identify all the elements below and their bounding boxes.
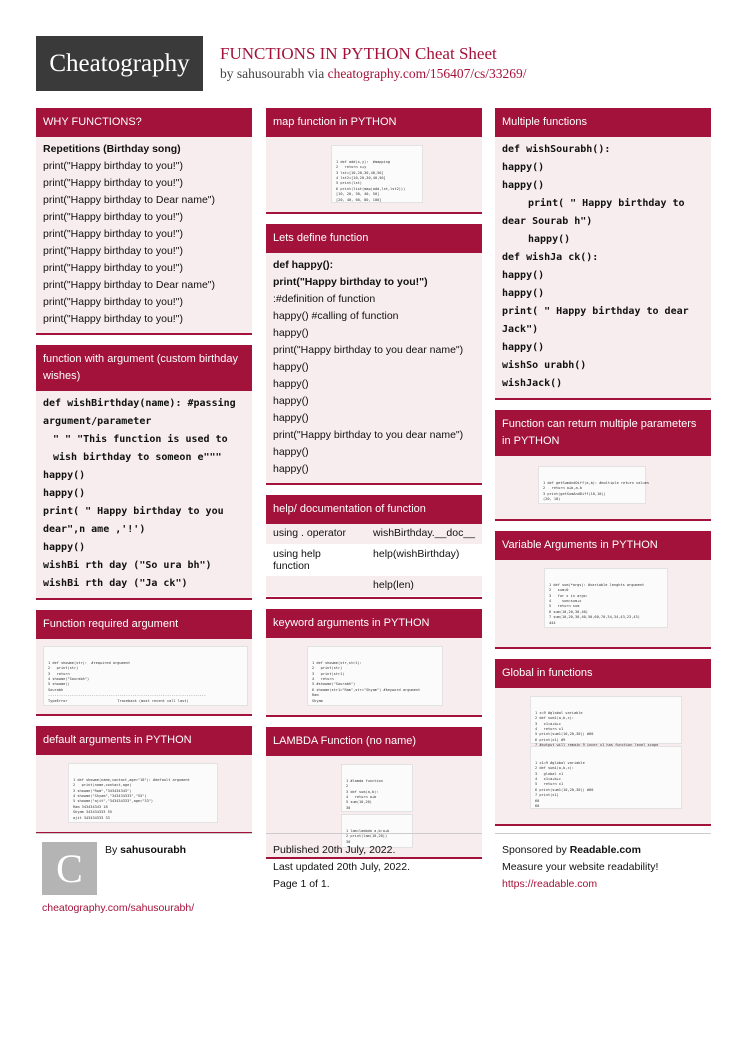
- code-line: 6 print(list(map(add,lst,lst2))): [336, 186, 406, 191]
- card-global-functions: [495, 659, 711, 826]
- code-line: 5 showme("ajit","343434333",age="33"): [73, 799, 154, 804]
- card-title: keyword arguments in PYTHON: [266, 609, 482, 638]
- code-line: 6 sum(10,20,30,40): [549, 609, 588, 614]
- code-line: TypeError Traceback (most recent call last): [48, 698, 189, 703]
- code-screenshot: [530, 746, 682, 809]
- code-line: 2 print(str): [48, 666, 79, 671]
- code-line: 4 sum=sum+x: [549, 599, 582, 604]
- column-3: [495, 108, 711, 836]
- code-line: print( " Happy birthday to you dear",n ame ,'!'): [43, 506, 224, 535]
- code-line: Ram: [312, 693, 319, 698]
- column-2: [266, 108, 482, 869]
- code-line: 1 #lamda function: [346, 778, 383, 783]
- code-line: 3 for x in args:: [549, 593, 588, 598]
- page-title: FUNCTIONS IN PYTHON Cheat Sheet: [220, 44, 497, 63]
- code-line: 444: [549, 620, 556, 625]
- code-line: 1 def showme(str): #required argument: [48, 660, 131, 665]
- card-body: [36, 137, 252, 333]
- card-body: [266, 137, 482, 212]
- card-title: function with argument (custom birthday wishes): [36, 345, 252, 391]
- card-title: help/ documentation of function: [266, 495, 482, 524]
- code-screenshot: [341, 764, 413, 812]
- card-body: [36, 639, 252, 714]
- code-line: 2 return a+b,a-b: [543, 486, 582, 491]
- code-line: 5 #showme("Sourabh"): [312, 682, 356, 687]
- code-line: 1 def sum(*args): #variable lenghts argument: [549, 582, 645, 587]
- code-line: 4 return x1: [535, 727, 564, 732]
- column-1: [36, 108, 252, 844]
- code-line: 3 lst=[10,20,30,40,50]: [336, 170, 384, 175]
- text-line: print("Happy birthday to you!"): [273, 276, 428, 288]
- code-line: 4 return: [312, 677, 334, 682]
- card-body: [495, 688, 711, 824]
- card-default-arguments: [36, 726, 252, 834]
- text-line: print("Happy birthday to you!"): [43, 245, 183, 257]
- card-title: default arguments in PYTHON: [36, 726, 252, 755]
- text-line: :#definition of function: [273, 293, 376, 305]
- code-screenshot: [544, 568, 668, 628]
- code-line: 3 global x1: [535, 771, 564, 776]
- code-line: 2: [346, 784, 349, 789]
- code-line: wishBi rth day ("Ja ck"): [43, 578, 188, 589]
- table-cell: [266, 576, 366, 597]
- code-line: " " "This function is used to wish birthday to someon e""": [53, 434, 228, 463]
- card-define-function: [266, 224, 482, 485]
- card-title: WHY FUNCTIONS?: [36, 108, 252, 137]
- author-name[interactable]: sahusourabh: [120, 844, 187, 856]
- footer-divider: [495, 833, 711, 834]
- code-line: 1 def add(x,y): #mapping: [336, 159, 391, 164]
- text-line: print("Happy birthday to you dear name"): [273, 344, 464, 356]
- code-line: 4 return a+b: [346, 795, 377, 800]
- text-line: def happy():: [273, 259, 334, 271]
- code-screenshot: [68, 763, 218, 823]
- page-byline: [220, 66, 527, 82]
- code-line: 2 print(lam(10,20)): [346, 834, 388, 839]
- code-line: print( " Happy birthday to dear Sourab h"): [502, 198, 685, 227]
- code-line: 5 sum(10,20): [346, 800, 372, 805]
- text-line: happy(): [273, 412, 309, 424]
- card-function-with-argument: [36, 345, 252, 600]
- page-number: Page 1 of 1.: [273, 878, 330, 890]
- code-line: 4 showme("Sourabh"): [48, 677, 90, 682]
- card-title: Variable Arguments in PYTHON: [495, 531, 711, 560]
- card-return-multiple: [495, 410, 711, 521]
- card-variable-arguments: [495, 531, 711, 649]
- card-body: [36, 755, 252, 832]
- sponsor-tagline: Measure your website readability!: [502, 861, 659, 873]
- card-body: [266, 638, 482, 715]
- code-line: 4 showme("Shyam","343434333","55"): [73, 794, 147, 799]
- card-title: Multiple functions: [495, 108, 711, 137]
- code-line: print( " Happy birthday to dear Jack"): [502, 306, 689, 335]
- code-line: happy(): [43, 488, 86, 499]
- code-line: 3 showme("Ram","343434343"): [73, 788, 132, 793]
- code-line: happy(): [43, 542, 86, 553]
- byline-text: by sahusourabh via: [220, 66, 328, 81]
- card-title: LAMBDA Function (no name): [266, 727, 482, 756]
- cheatography-logo[interactable]: Cheatography: [36, 36, 203, 91]
- author-profile-link[interactable]: cheatography.com/sahusourabh/: [42, 902, 195, 914]
- text-line: happy(): [273, 446, 309, 458]
- table-cell: using help function: [266, 545, 366, 576]
- code-line: happy(): [502, 162, 545, 173]
- code-line: 1 lam=lambda a,b:a+b: [346, 828, 390, 833]
- text-line: happy(): [273, 327, 309, 339]
- code-line: Shyam: [312, 698, 323, 703]
- code-line: 7 #output will remain 9 inner x1 has function level scope: [535, 743, 659, 748]
- code-line: ajit 343434333 33: [73, 815, 110, 820]
- card-body: [266, 253, 482, 483]
- code-line: 7 print(x1): [535, 793, 559, 798]
- code-line: 2 sum=0: [549, 588, 569, 593]
- code-line: Shyam 343434333 55: [73, 810, 112, 815]
- author-line: [105, 842, 186, 859]
- card-lambda-function: [266, 727, 482, 859]
- code-line: 6 print(x1) #9: [535, 737, 566, 742]
- code-line: (20, 10): [543, 497, 561, 502]
- code-line: 60: [535, 798, 540, 803]
- code-line: 3 return: [48, 671, 70, 676]
- code-line: happy(): [528, 234, 571, 245]
- code-line: 1 def getSumAndDiff(a,b): #multiple return values: [543, 480, 650, 485]
- code-line: happy(): [502, 288, 545, 299]
- code-line: wishSo urabh(): [502, 360, 587, 371]
- code-line: 2 def sum1(a,b,c):: [535, 716, 574, 721]
- card-body: [495, 137, 711, 398]
- table-cell: help(wishBirthday): [366, 545, 482, 576]
- code-line: [10, 20, 30, 40, 50]: [336, 192, 380, 197]
- text-line: happy(): [273, 395, 309, 407]
- code-screenshot: [307, 646, 443, 706]
- code-line: 3 x1=a+b+c: [535, 721, 561, 726]
- sponsor-link[interactable]: https://readable.com: [502, 878, 598, 890]
- table-cell: help(len): [366, 576, 482, 597]
- code-screenshot: [530, 696, 682, 748]
- code-line: wishJack(): [502, 378, 563, 389]
- card-body: [495, 560, 711, 647]
- sponsor-line: [502, 842, 641, 859]
- table-cell: wishBirthday.__doc__: [366, 524, 482, 545]
- code-line: happy(): [43, 470, 86, 481]
- card-keyword-arguments: [266, 609, 482, 717]
- code-screenshot: [538, 466, 650, 504]
- card-function-required-argument: [36, 610, 252, 716]
- author-label: By: [105, 844, 121, 856]
- code-line: 60: [535, 804, 540, 809]
- card-title: Function can return multiple parameters in PYTHON: [495, 410, 711, 456]
- card-multiple-functions: [495, 108, 711, 400]
- card-map-function: [266, 108, 482, 214]
- code-line: 1 x1=9 #global variable: [535, 760, 585, 765]
- text-line: print("Happy birthday to you!"): [43, 228, 183, 240]
- card-title: Lets define function: [266, 224, 482, 253]
- card-title: Global in functions: [495, 659, 711, 688]
- code-line: 5 return sum: [549, 604, 580, 609]
- code-line: 5 print(lst): [336, 181, 362, 186]
- card-title: map function in PYTHON: [266, 108, 482, 137]
- text-line: happy(): [273, 378, 309, 390]
- code-line: Sourabh: [48, 687, 64, 692]
- sheet-url-link[interactable]: cheatography.com/156407/cs/33269/: [327, 66, 527, 81]
- code-line: 3 print(getSumAndDiff(10,10)): [543, 491, 606, 496]
- code-line: 2 return x+y: [336, 165, 367, 170]
- text-line: Repetitions (Birthday song): [43, 143, 181, 155]
- code-line: happy(): [502, 180, 545, 191]
- text-line: print("Happy birthday to you!"): [43, 313, 183, 325]
- code-line: 5 print(sum1(10,20,30)) #60: [535, 732, 594, 737]
- table-cell: using . operator: [266, 524, 366, 545]
- author-avatar[interactable]: C: [42, 842, 97, 895]
- code-line: 3 print(str1): [312, 671, 345, 676]
- card-help-documentation: [266, 495, 482, 599]
- code-line: 6 print(sum1(10,20,30)) #60: [535, 787, 594, 792]
- table-row: [266, 576, 482, 597]
- code-screenshot: [43, 646, 248, 706]
- code-line: 2 def sum1(a,b,c):: [535, 766, 574, 771]
- card-body: [495, 456, 711, 519]
- code-line: 1 def showme(name,contact,age="18"): #default argument: [73, 777, 190, 782]
- card-why-functions: [36, 108, 252, 335]
- code-line: 4 x1=a+b+c: [535, 777, 561, 782]
- help-table: [266, 524, 482, 597]
- code-line: happy(): [502, 270, 545, 281]
- code-line: 3 def sum(a,b):: [346, 789, 379, 794]
- code-line: 4 lst2=[10,20,30,40,50]: [336, 176, 386, 181]
- code-line: 2 print(str): [312, 666, 343, 671]
- code-line: 5 return x1: [535, 782, 564, 787]
- code-line: Ram 343434343 18: [73, 804, 108, 809]
- text-line: print("Happy birthday to you!"): [43, 160, 183, 172]
- table-row: [266, 545, 482, 576]
- code-line: 30: [346, 805, 351, 810]
- text-line: print("Happy birthday to you!"): [43, 262, 183, 274]
- footer-divider: [36, 833, 252, 834]
- code-line: -------------------------------------------------------------------------: [48, 693, 206, 698]
- published-date: Published 20th July, 2022.: [273, 844, 396, 856]
- code-screenshot: [331, 145, 423, 203]
- text-line: happy(): [273, 463, 309, 475]
- code-line: wishBi rth day ("So ura bh"): [43, 560, 212, 571]
- code-line: 1 def showme(str,str1):: [312, 660, 362, 665]
- updated-date: Last updated 20th July, 2022.: [273, 861, 410, 873]
- code-line: 6 showme(str1="Ram",str="Shyam") #keyword argument: [312, 687, 421, 692]
- code-line: 7 sum(10,20,30,40,50,60,70,34,34,43,23,43): [549, 615, 640, 620]
- code-line: [20, 40, 60, 80, 100]: [336, 197, 382, 202]
- text-line: print("Happy birthday to you dear name"): [273, 429, 464, 441]
- text-line: print("Happy birthday to you!"): [43, 177, 183, 189]
- code-line: def wishJa ck():: [502, 252, 599, 263]
- text-line: print("Happy birthday to you!"): [43, 211, 183, 223]
- code-line: def wishSourabh():: [502, 144, 611, 155]
- code-line: def wishBirthday(name): #passing argument/parameter: [43, 398, 236, 427]
- code-line: 5 showme(): [48, 682, 70, 687]
- text-line: happy() #calling of function: [273, 310, 399, 322]
- code-line: 1 x=9 #global variable: [535, 710, 583, 715]
- sponsor-label: Sponsored by: [502, 844, 570, 856]
- card-title: Function required argument: [36, 610, 252, 639]
- sponsor-name[interactable]: Readable.com: [569, 844, 641, 856]
- code-line: happy(): [502, 342, 545, 353]
- table-row: [266, 524, 482, 545]
- code-line: 30: [346, 839, 351, 844]
- footer-divider: [266, 833, 482, 834]
- text-line: print("Happy birthday to Dear name"): [43, 194, 216, 206]
- code-line: 2 print(name,contact,age): [73, 783, 132, 788]
- text-line: happy(): [273, 361, 309, 373]
- card-body: [36, 391, 252, 598]
- text-line: print("Happy birthday to you!"): [43, 296, 183, 308]
- text-line: print("Happy birthday to Dear name"): [43, 279, 216, 291]
